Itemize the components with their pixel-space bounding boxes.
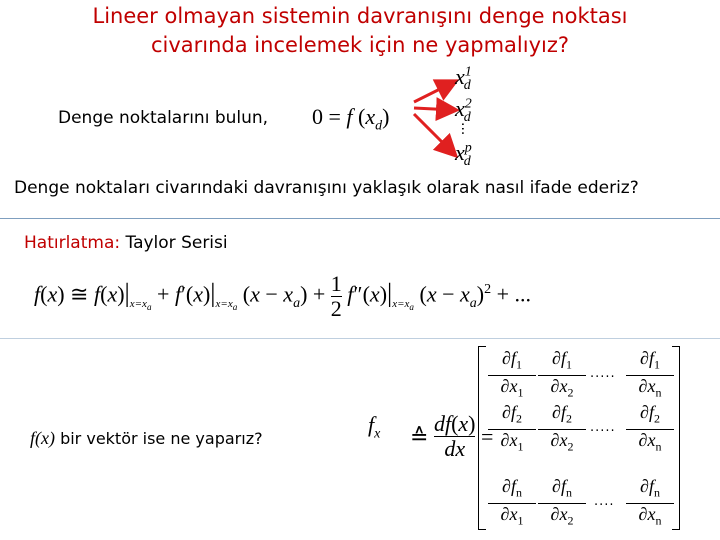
matrix-dots-row-1: ..... [590, 366, 616, 381]
taylor-series-formula: f(x) ≅ $f(x)|_{x=x_a} + f'(x)|_{x=x_a}$ $(x - x_a)$ + $\frac{1}{2}$ $f''(x)|_{x=x_a}$ $(x - x_a)^2$ + ... [34, 271, 532, 321]
root-1: $x^1_d$ [455, 64, 472, 94]
divider-top [0, 218, 720, 219]
roots-ellipsis: ... [458, 122, 474, 136]
root-2: $x^2_d$ [455, 96, 472, 126]
vector-question-math: f(x) [30, 428, 55, 448]
matrix-dots-row-n: .... [594, 494, 615, 509]
page-title [0, 2, 720, 60]
arrow-root-1 [414, 82, 454, 102]
step1-text: Denge noktalarını bulun, [58, 108, 269, 128]
jacobian-matrix [478, 346, 680, 530]
reminder-text: Taylor Serisi [125, 233, 228, 253]
reminder-label: Hatırlatma: [24, 233, 121, 253]
matrix-cell-1-2: $\frac{\partial f_1}{\partial x_2}$ [538, 348, 586, 402]
matrix-cell-1-1: $\frac{\partial f_1}{\partial x_1}$ [488, 348, 536, 402]
arrow-root-p [414, 114, 454, 154]
matrix-cell-1-n: $\frac{\partial f_1}{\partial x_n}$ [626, 348, 674, 402]
jacobian-definition: ≙ $\frac{df(x)}{dx}$ = [410, 411, 494, 461]
title-line-1: Lineer olmayan sistemin davranışını denge noktası [92, 4, 628, 28]
vector-question-text: bir vektör ise ne yaparız? [60, 429, 263, 448]
divider-bottom [0, 338, 720, 339]
title-line-2: civarında incelemek için ne yapmalıyız? [150, 33, 570, 57]
equilibrium-equation: 0 = f $(x_d)$ [312, 104, 390, 134]
matrix-cell-n-n: $\frac{\partial f_n}{\partial x_n}$ [626, 476, 674, 530]
reminder [24, 233, 228, 253]
arrow-root-2 [414, 108, 454, 110]
matrix-cell-2-1: $\frac{\partial f_2}{\partial x_1}$ [488, 402, 536, 456]
matrix-left-bracket [478, 346, 486, 530]
matrix-cell-2-2: $\frac{\partial f_2}{\partial x_2}$ [538, 402, 586, 456]
matrix-cell-2-n: $\frac{\partial f_2}{\partial x_n}$ [626, 402, 674, 456]
step2-text: Denge noktaları civarındaki davranışını yaklaşık olarak nasıl ifade ederiz? [14, 178, 639, 198]
jacobian-lhs: $f_x$ [368, 412, 381, 442]
root-p: $x^p_d$ [455, 140, 472, 170]
matrix-cell-n-1: $\frac{\partial f_n}{\partial x_1}$ [488, 476, 536, 530]
matrix-cell-n-2: $\frac{\partial f_n}{\partial x_2}$ [538, 476, 586, 530]
vector-question [30, 428, 263, 449]
matrix-dots-row-2: ..... [590, 420, 616, 435]
